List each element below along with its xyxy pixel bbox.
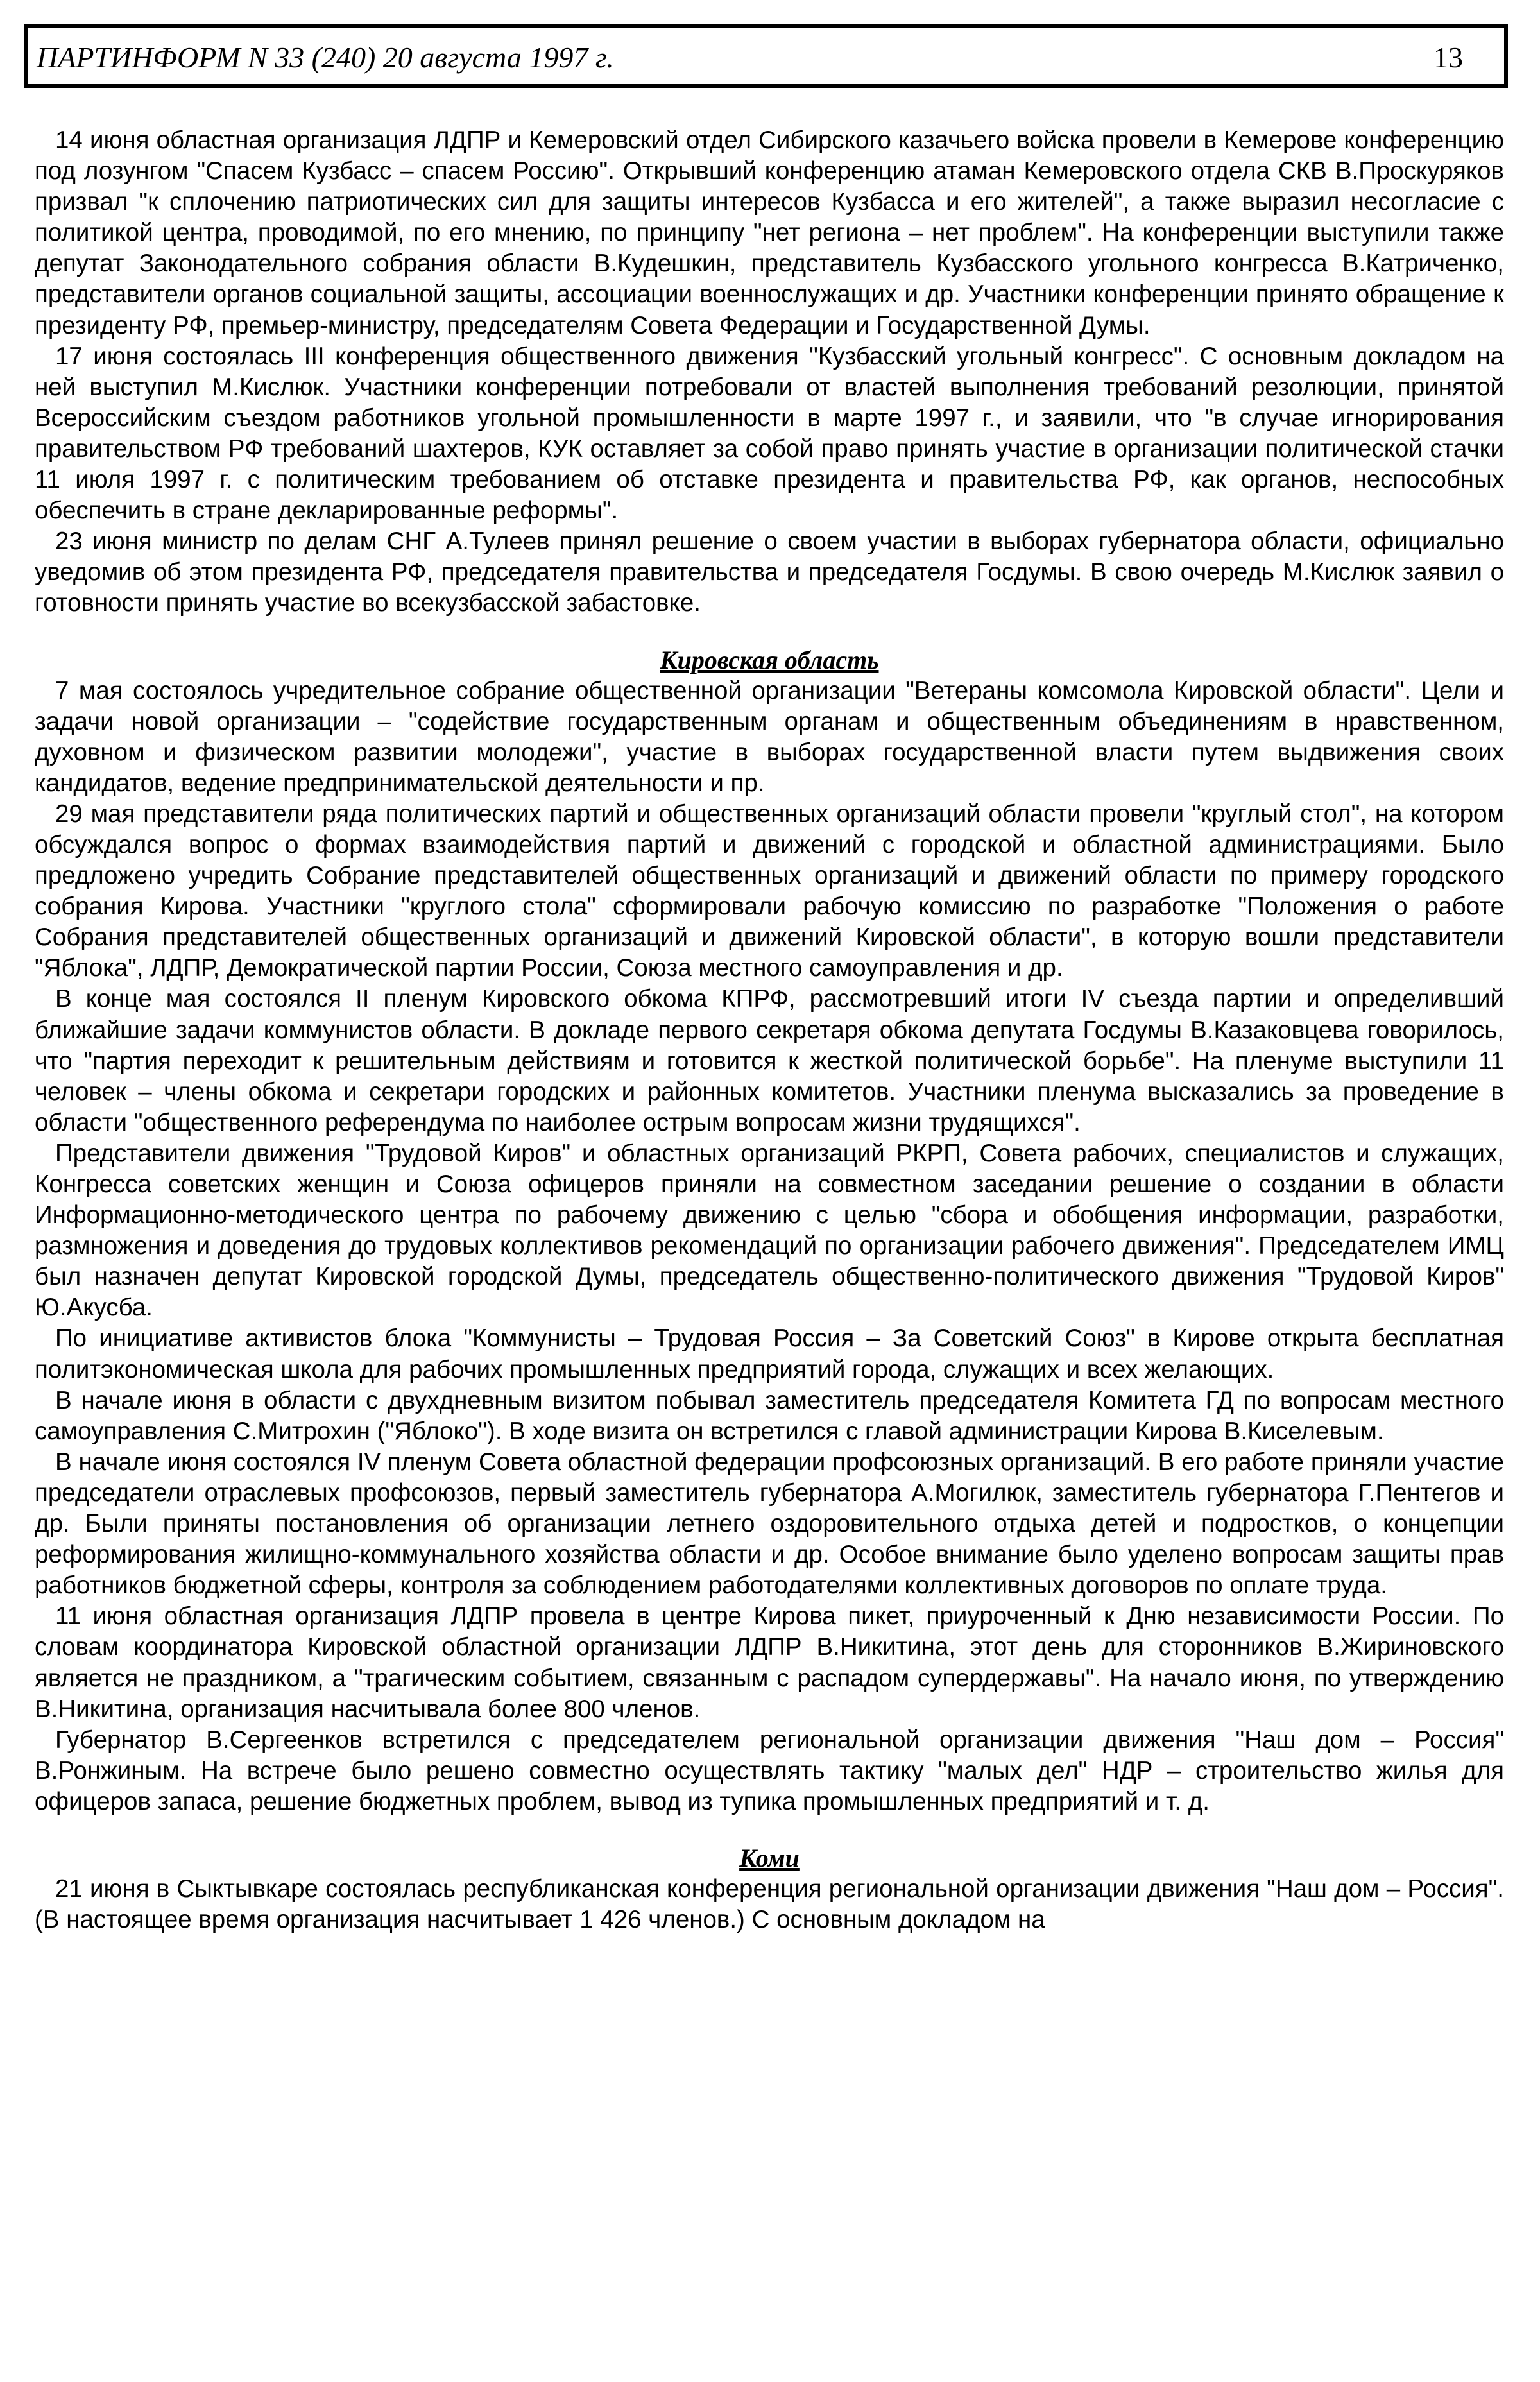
paragraph: В начале июня состоялся IV пленум Совета областной федерации профсоюзных организаций. В его работе приняли участие председатели отраслевых профсоюзов, первый заместитель губернатора А.Могилюк, заместитель губернатора Г.Пентегов и др. Были приняты постановления об организации летнего оздоровительного отдыха детей и подростков, о концепции реформирования жилищно-коммунального хозяйства области и др. Особое внимание было уделено вопросам защиты прав работников бюджетной сферы, контроля за соблюдением работодателями коллективных договоров по оплате труда. — [35, 1448, 1504, 1600]
paragraph: 23 июня министр по делам СНГ А.Тулеев принял решение о своем участии в выборах губернатора области, официально уведомив об этом президента РФ, председателя правительства и председателя Госдумы. В свою очередь М.Кислюк заявил о готовности принять участие во всекузбасской забастовке. — [35, 527, 1504, 617]
paragraph: 7 мая состоялось учредительное собрание общественной организации "Ветераны комсомола Кировской области". Цели и задачи новой организации – "содействие государственным органам и общественным объединениям в нравственном, духовном и физическом развитии молодежи", участие в выборах государственной власти путем выдвижения своих кандидатов, ведение предпринимательской деятельности и пр. — [35, 676, 1504, 797]
paragraph: 11 июня областная организация ЛДПР провела в центре Кирова пикет, приуроченный к Дню независимости России. По словам координатора Кировской областной организации ЛДПР В.Никитина, этот день для сторонников В.Жириновского является не праздником, а "трагическим событием, связанным с распадом супердержавы". На начало июня, по утверждению В.Никитина, организация насчитывала более 800 членов. — [35, 1602, 1504, 1723]
paragraph: В конце мая состоялся II пленум Кировского обкома КПРФ, рассмотревший итоги IV съезда партии и определивший ближайшие задачи коммунистов области. В докладе первого секретаря обкома депутата Госдумы В.Казаковцева говорилось, что "партия переходит к решительным действиям и готовится к жесткой политической борьбе". На пленуме выступили 11 человек – члены обкома и секретари городских и районных комитетов. Участники пленума высказались за проведение в области "общественного референдума по наиболее острым вопросам жизни трудящихся". — [35, 985, 1504, 1136]
paragraph: 29 мая представители ряда политических партий и общественных организаций области провели "круглый стол", на котором обсуждался вопрос о формах взаимодействия партий и движений с городской и областной администрациями. Было предложено учредить Собрание представителей общественных организаций и движений области по примеру городского собрания Кирова. Участники "круглого стола" сформировали рабочую комиссию по разработке "Положения о работе Собрания представителей общественных организаций и движений Кировской области", в которую вошли представители "Яблока", ЛДПР, Демократической партии России, Союза местного самоуправления и др. — [35, 800, 1504, 982]
paragraph: В начале июня в области с двухдневным визитом побывал заместитель председателя Комитета ГД по вопросам местного самоуправления С.Митрохин ("Яблоко"). В ходе визита он встретился с главой администрации Кирова В.Киселевым. — [35, 1386, 1504, 1445]
paragraph: 14 июня областная организация ЛДПР и Кемеровский отдел Сибирского казачьего войска провели в Кемерове конференцию под лозунгом "Спасем Кузбасс – спасем Россию". Открывший конференцию атаман Кемеровского отдела СКВ В.Проскуряков призвал "к сплочению патриотических сил для защиты интересов Кузбасса и его жителей", а также выразил несогласие с политикой центра, проводимой, по его мнению, по принципу "нет региона – нет проблем". На конференции выступили также депутат Законодательного собрания области В.Кудешкин, представитель Кузбасского угольного конгресса В.Катриченко, представители органов социальной защиты, ассоциации военнослужащих и др. Участники конференции принято обращение к президенту РФ, премьер-министру, председателям Совета Федерации и Государственной Думы. — [35, 126, 1504, 339]
paragraph: 17 июня состоялась III конференция общественного движения "Кузбасский угольный конгресс". С основным докладом на ней выступил М.Кислюк. Участники конференции потребовали от властей выполнения требований резолюции, принятой Всероссийским съездом работников угольной промышленности в марте 1997 г., и заявили, что "в случае игнорирования правительством РФ требований шахтеров, КУК оставляет за собой право принять участие в организации политической стачки 11 июля 1997 г. с политическим требованием об отставке президента и правительства РФ, как органов, неспособных обеспечить в стране декларированные реформы". — [35, 342, 1504, 525]
section-komi — [35, 1843, 1504, 1935]
section-heading-komi: Коми — [739, 1843, 800, 1872]
header-title: ПАРТИНФОРМ N 33 (240) 20 августа 1997 г. — [37, 41, 614, 74]
section-heading-kirov: Кировская область — [660, 645, 879, 674]
article-body — [35, 125, 1504, 1935]
page-header — [24, 24, 1508, 88]
section-kirov — [35, 645, 1504, 1817]
page-number: 13 — [1433, 41, 1463, 74]
paragraph: Представители движения "Трудовой Киров" и областных организаций РКРП, Совета рабочих, специалистов и служащих, Конгресса советских женщин и Союза офицеров приняли на совместном заседании решение о создании в области Информационно-методического центра по рабочему движению с целью "сбора и обобщения информации, разработки, размножения и доведения до трудовых коллективов рекомендаций по организации рабочего движения". Председателем ИМЦ был назначен депутат Кировской городской Думы, председатель общественно-политического движения "Трудовой Киров" Ю.Акусба. — [35, 1139, 1504, 1322]
section-kemerovo — [35, 125, 1504, 619]
paragraph: 21 июня в Сыктывкаре состоялась республиканская конференция региональной организации движения "Наш дом – Россия". (В настоящее время организация насчитывает 1 426 членов.) С основным докладом на — [35, 1874, 1504, 1934]
paragraph: По инициативе активистов блока "Коммунисты – Трудовая Россия – За Советский Союз" в Кирове открыта бесплатная политэкономическая школа для рабочих промышленных предприятий города, служащих и всех желающих. — [35, 1324, 1504, 1384]
paragraph: Губернатор В.Сергеенков встретился с председателем региональной организации движения "Наш дом – Россия" В.Ронжиным. На встрече было решено совместно осуществлять тактику "малых дел" НДР – строительство жилья для офицеров запаса, решение бюджетных проблем, вывод из тупика промышленных предприятий и т. д. — [35, 1726, 1504, 1815]
